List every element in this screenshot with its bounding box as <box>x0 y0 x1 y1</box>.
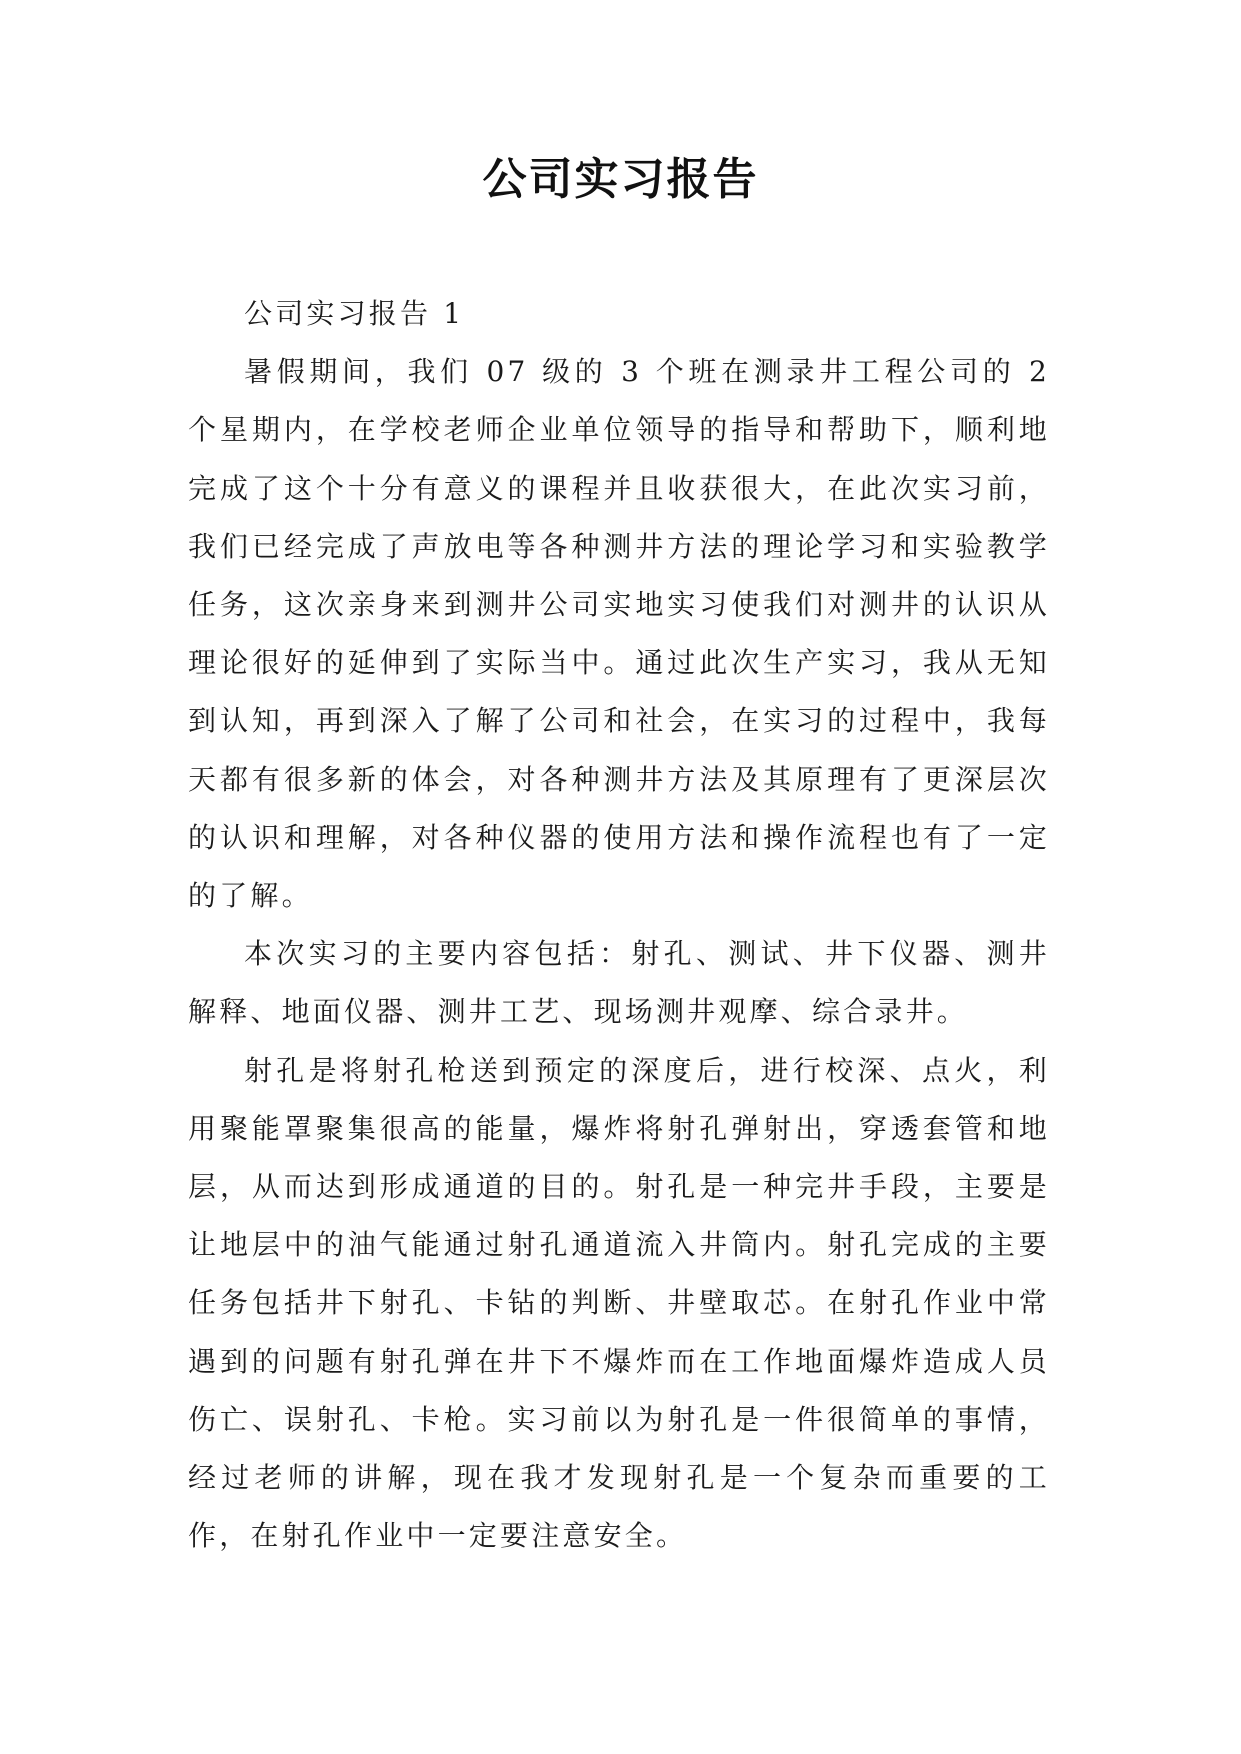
document-title: 公司实习报告 <box>482 154 759 205</box>
paragraph-summer-internship: 暑假期间，我们 07 级的 3 个班在测录井工程公司的 2 个星期内，在学校老师企业单位领导的指导和帮助下，顺利地完成了这个十分有意义的课程并且收获很大，在此次实习前，我们已经完成了声放电等各种测井方法的理论学习和实验教学任务，这次亲身来到测井公司实地实习使我们对测井的认识从理论很好的延伸到了实际当中。通过此次生产实习，我从无知到认知，再到深入了解了公司和社会，在实习的过程中，我每天都有很多新的体会，对各种测井方法及其原理有了更深层次的认识和理解，对各种仪器的使用方法和操作流程也有了一定的了解。 <box>188 355 1050 913</box>
section-heading: 公司实习报告 1 <box>244 297 465 330</box>
paragraph-perforation: 射孔是将射孔枪送到预定的深度后，进行校深、点火，利用聚能罩聚集很高的能量，爆炸将射孔弹射出，穿透套管和地层，从而达到形成通道的目的。射孔是一种完井手段，主要是让地层中的油气能通过射孔通道流入井筒内。射孔完成的主要任务包括井下射孔、卡钻的判断、井壁取芯。在射孔作业中常遇到的问题有射孔弹在井下不爆炸而在工作地面爆炸造成人员伤亡、误射孔、卡枪。实习前以为射孔是一件很简单的事情，经过老师的讲解，现在我才发现射孔是一个复杂而重要的工作，在射孔作业中一定要注意安全。 <box>188 1053 1050 1553</box>
paragraph-internship-content: 本次实习的主要内容包括：射孔、测试、井下仪器、测井解释、地面仪器、测井工艺、现场测井观摩、综合录井。 <box>188 937 1050 1029</box>
document-body <box>188 285 1050 1565</box>
